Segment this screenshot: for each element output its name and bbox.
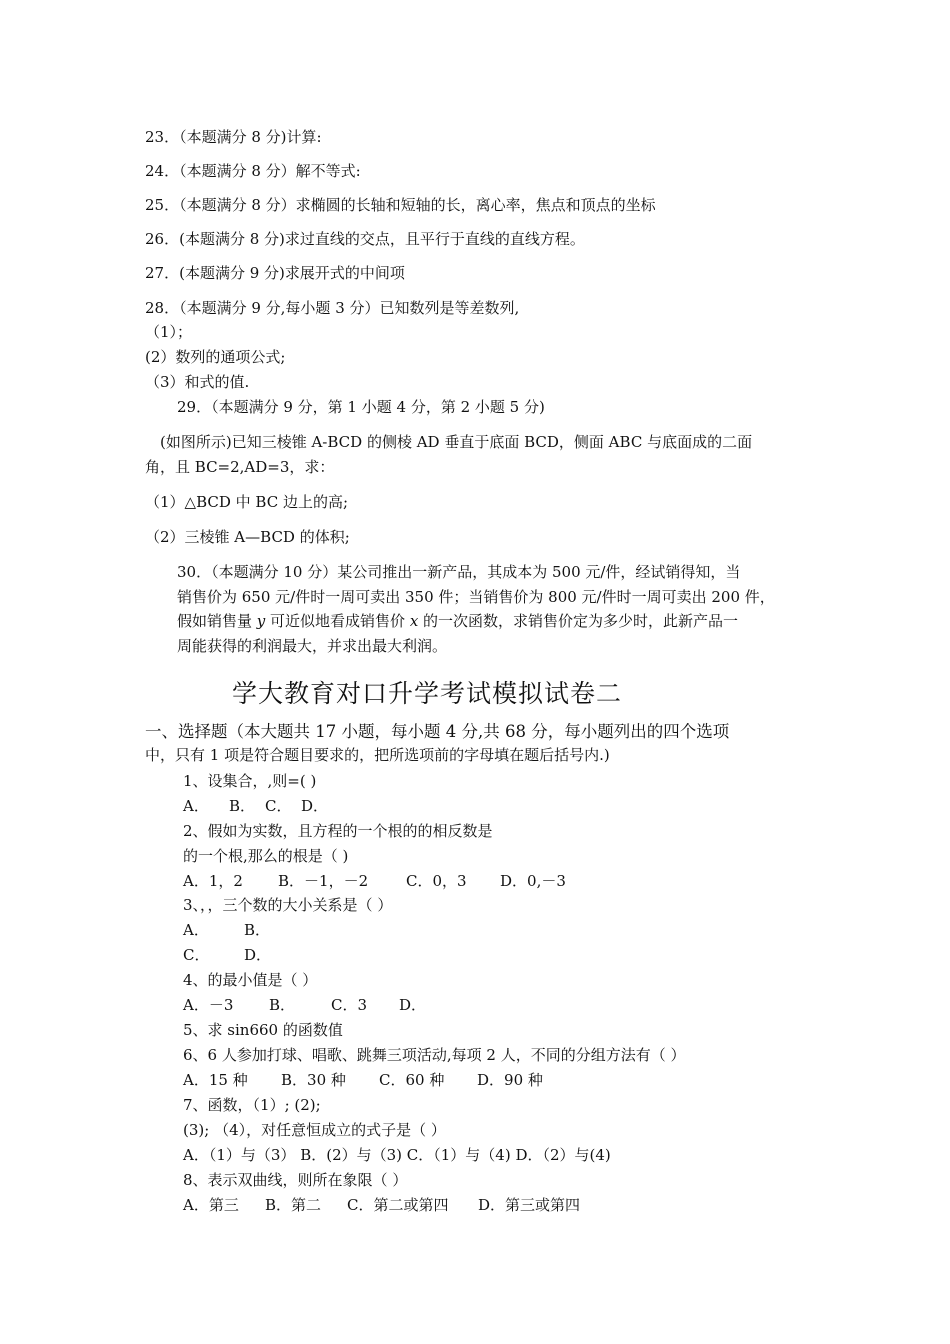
question-30-line-3-a: 假如销售量 xyxy=(177,612,257,630)
mc-question-1-options xyxy=(183,796,328,816)
mc-question-7-line-1: 7、函数，（1）; (2); xyxy=(183,1096,321,1114)
option: D． xyxy=(399,996,427,1014)
option: C．0，3 xyxy=(406,872,467,890)
question-23: 23．（本题满分 8 分)计算: xyxy=(145,128,322,146)
option: C．3 xyxy=(331,996,368,1014)
option: D． xyxy=(301,797,329,815)
question-28: 28．（本题满分 9 分,每小题 3 分）已知数列是等差数列, xyxy=(145,299,520,317)
option: D．90 种 xyxy=(477,1071,543,1089)
mc-question-6-options xyxy=(183,1070,543,1090)
option: A． xyxy=(183,921,209,939)
mc-question-7-options: A．（1）与（3） B．(2）与（3) C．（1）与（4) D．（2）与(4) xyxy=(183,1146,611,1164)
option: B．－1，－2 xyxy=(278,872,369,890)
mc-question-3-options-row-1 xyxy=(183,920,270,940)
question-26: 26．(本题满分 8 分)求过直线的交点，且平行于直线的直线方程。 xyxy=(145,230,585,248)
option: C．第二或第四 xyxy=(347,1196,449,1214)
option: B． xyxy=(244,921,271,939)
mc-question-6: 6、6 人参加打球、唱歌、跳舞三项活动,每项 2 人，不同的分组方法有（ ） xyxy=(183,1046,686,1064)
option: D．第三或第四 xyxy=(478,1196,581,1214)
question-29-part-2: （2）三棱锥 A—BCD 的体积; xyxy=(145,528,350,546)
mc-question-4: 4、的最小值是（ ） xyxy=(183,971,318,989)
mc-question-4-options xyxy=(183,995,426,1015)
question-30-line-3 xyxy=(177,611,738,631)
option: A．－3 xyxy=(183,996,234,1014)
option: D． xyxy=(244,946,272,964)
question-27: 27．(本题满分 9 分)求展开式的中间项 xyxy=(145,264,405,282)
question-30-line-3-b: 可近似地看成销售价 xyxy=(265,612,410,630)
mc-question-8: 8、表示双曲线，则所在象限（ ） xyxy=(183,1171,408,1189)
option: B． xyxy=(269,996,296,1014)
exam-title: 学大教育对口升学考试模拟试卷二 xyxy=(232,679,623,708)
mc-question-8-options xyxy=(183,1195,580,1215)
variable-x: x xyxy=(409,612,419,630)
question-29-body-line-2: 角，且 BC=2,AD=3，求： xyxy=(145,458,335,476)
option: C．60 种 xyxy=(379,1071,445,1089)
mc-question-2-line-2: 的一个根,那么的根是（ ) xyxy=(183,847,349,865)
option: A．1，2 xyxy=(183,872,243,890)
mc-question-2-line-1: 2、假如为实数，且方程的一个根的的相反数是 xyxy=(183,822,493,840)
option: A．第三 xyxy=(183,1196,239,1214)
section-one-line-1: 一、选择题（本大题共 17 小题，每小题 4 分,共 68 分，每小题列出的四个选项 xyxy=(145,722,730,741)
mc-question-5: 5、求 sin660 的函数值 xyxy=(183,1021,343,1039)
question-30-line-1: 30．（本题满分 10 分）某公司推出一新产品，其成本为 500 元/件，经试销得知，当 xyxy=(177,563,741,581)
option: B．30 种 xyxy=(281,1071,346,1089)
question-28-part-3: （3）和式的值. xyxy=(145,373,250,391)
mc-question-3: 3、，，三个数的大小关系是（ ） xyxy=(183,896,393,914)
option: A． xyxy=(183,797,209,815)
mc-question-3-options-row-2 xyxy=(183,945,271,965)
option: C． xyxy=(265,797,292,815)
question-25: 25．（本题满分 8 分）求椭圆的长轴和短轴的长，离心率，焦点和顶点的坐标 xyxy=(145,196,656,214)
mc-question-2-options xyxy=(183,871,566,891)
question-28-part-2: (2）数列的通项公式; xyxy=(145,348,286,366)
question-24: 24．（本题满分 8 分）解不等式: xyxy=(145,162,361,180)
question-29-body-line-1: (如图所示)已知三棱锥 A-BCD 的侧棱 AD 垂直于底面 BCD，侧面 ABC 与底面成的二面 xyxy=(160,433,753,451)
variable-y: y xyxy=(256,612,266,630)
option: C． xyxy=(183,946,210,964)
question-30-line-4: 周能获得的利润最大，并求出最大利润。 xyxy=(177,637,448,655)
option: B． xyxy=(229,797,256,815)
question-30-line-3-c: 的一次函数，求销售价定为多少时，此新产品一 xyxy=(418,612,739,630)
question-30-line-2: 销售价为 650 元/件时一周可卖出 350 件；当销售价为 800 元/件时一周可卖出 200 件， xyxy=(177,588,775,606)
option: A．15 种 xyxy=(183,1071,248,1089)
option: D．0,－3 xyxy=(500,872,566,890)
section-one-line-2: 中，只有 1 项是符合题目要求的，把所选项前的字母填在题后括号内.) xyxy=(145,746,610,764)
mc-question-1: 1、设集合，,则=( ) xyxy=(183,772,317,790)
question-29-heading: 29．（本题满分 9 分，第 1 小题 4 分，第 2 小题 5 分) xyxy=(177,398,545,416)
mc-question-7-line-2: (3); （4），对任意恒成立的式子是（ ） xyxy=(183,1121,446,1139)
option: B．第二 xyxy=(265,1196,322,1214)
question-29-part-1: （1）△BCD 中 BC 边上的高; xyxy=(145,493,349,511)
question-28-part-1: （1）； xyxy=(145,323,193,341)
